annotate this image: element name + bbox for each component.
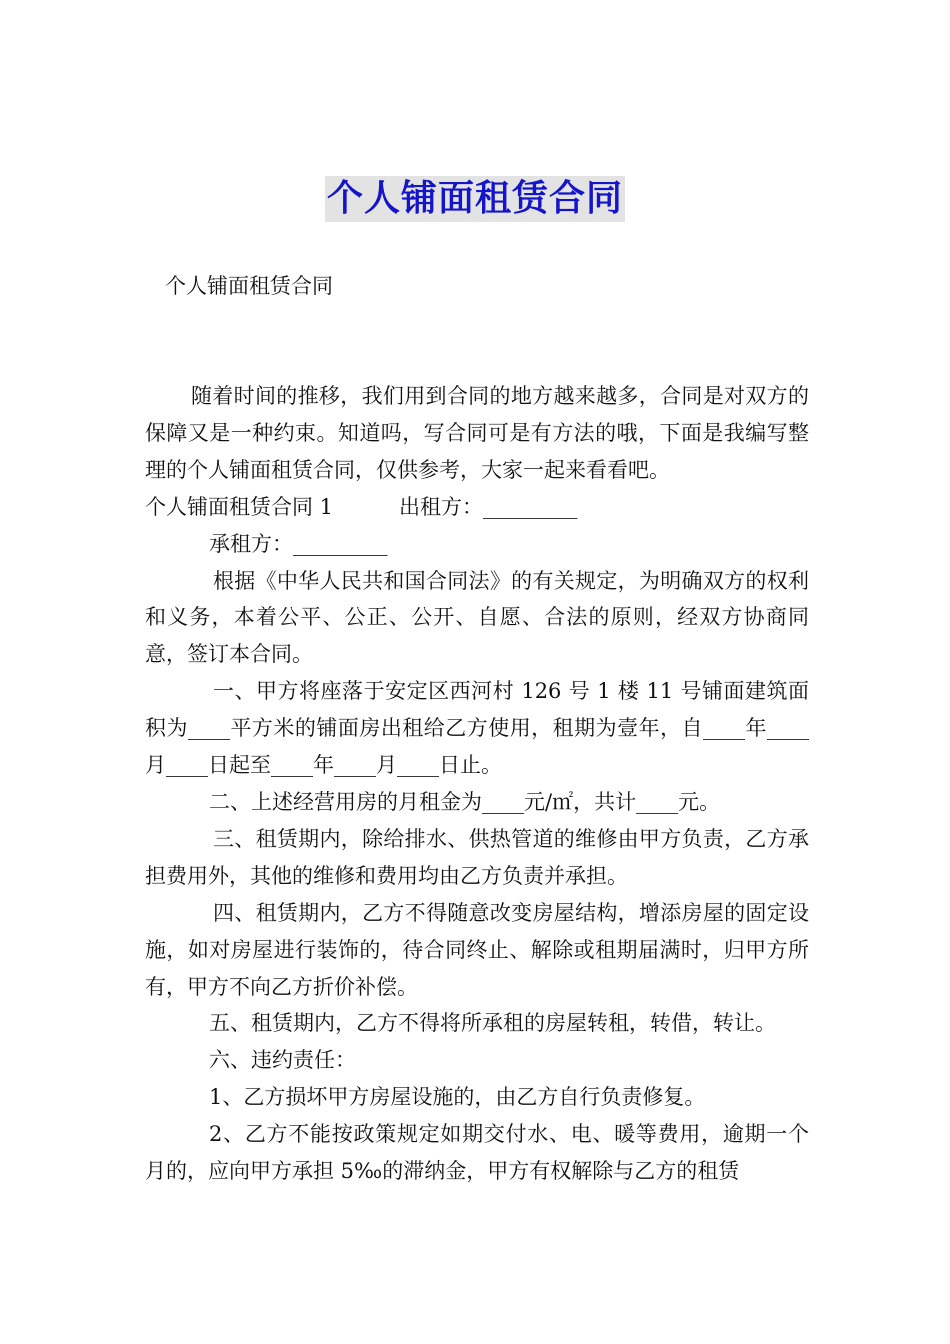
- document-body: [145, 378, 809, 1190]
- intro-paragraph: 随着时间的推移，我们用到合同的地方越来越多，合同是对双方的保障又是一种约束。知道吗，写合同可是有方法的哦，下面是我编写整理的个人铺面租赁合同，仅供参考，大家一起来看看吧。: [145, 384, 809, 482]
- contract-heading: 个人铺面租赁合同 1: [145, 494, 334, 519]
- preamble-paragraph: 根据《中华人民共和国合同法》的有关规定，为明确双方的权利和义务，本着公平、公正、公开、自愿、合法的原则，经双方协商同意，签订本合同。: [145, 568, 809, 667]
- clause-5: 五、租赁期内，乙方不得将所承租的房屋转租，转借，转让。: [209, 1011, 776, 1036]
- clause-6-item-1: 1、乙方损坏甲方房屋设施的，由乙方自行负责修复。: [209, 1085, 706, 1110]
- lessor-line: 出租方：_________: [399, 494, 578, 519]
- document-title: 个人铺面租赁合同: [325, 176, 625, 222]
- clause-6-item-2: 2、乙方不能按政策规定如期交付水、电、暖等费用，逾期一个月的，应向甲方承担 5‰的滞纳金，甲方有权解除与乙方的租赁: [145, 1122, 809, 1184]
- clause-3: 三、租赁期内，除给排水、供热管道的维修由甲方负责，乙方承担费用外，其他的维修和费用均由乙方负责并承担。: [145, 826, 809, 888]
- document-subtitle: 个人铺面租赁合同: [165, 274, 333, 298]
- title-container: [0, 176, 950, 222]
- clause-6: 六、违约责任：: [209, 1048, 356, 1073]
- lessee-line: 承租方：_________: [209, 531, 388, 556]
- clause-4: 四、租赁期内，乙方不得随意改变房屋结构，增添房屋的固定设施，如对房屋进行装饰的，待合同终止、解除或租期届满时，归甲方所有，甲方不向乙方折价补偿。: [145, 900, 809, 999]
- clause-2: 二、上述经营用房的月租金为____元/㎡，共计____元。: [209, 789, 721, 814]
- clause-1: 一、甲方将座落于安定区西河村 126 号 1 楼 11 号铺面建筑面积为____平方米的铺面房出租给乙方使用，租期为壹年，自____年____月____日起至____年____月____日止。: [145, 679, 809, 778]
- contract-heading-line: [145, 489, 809, 526]
